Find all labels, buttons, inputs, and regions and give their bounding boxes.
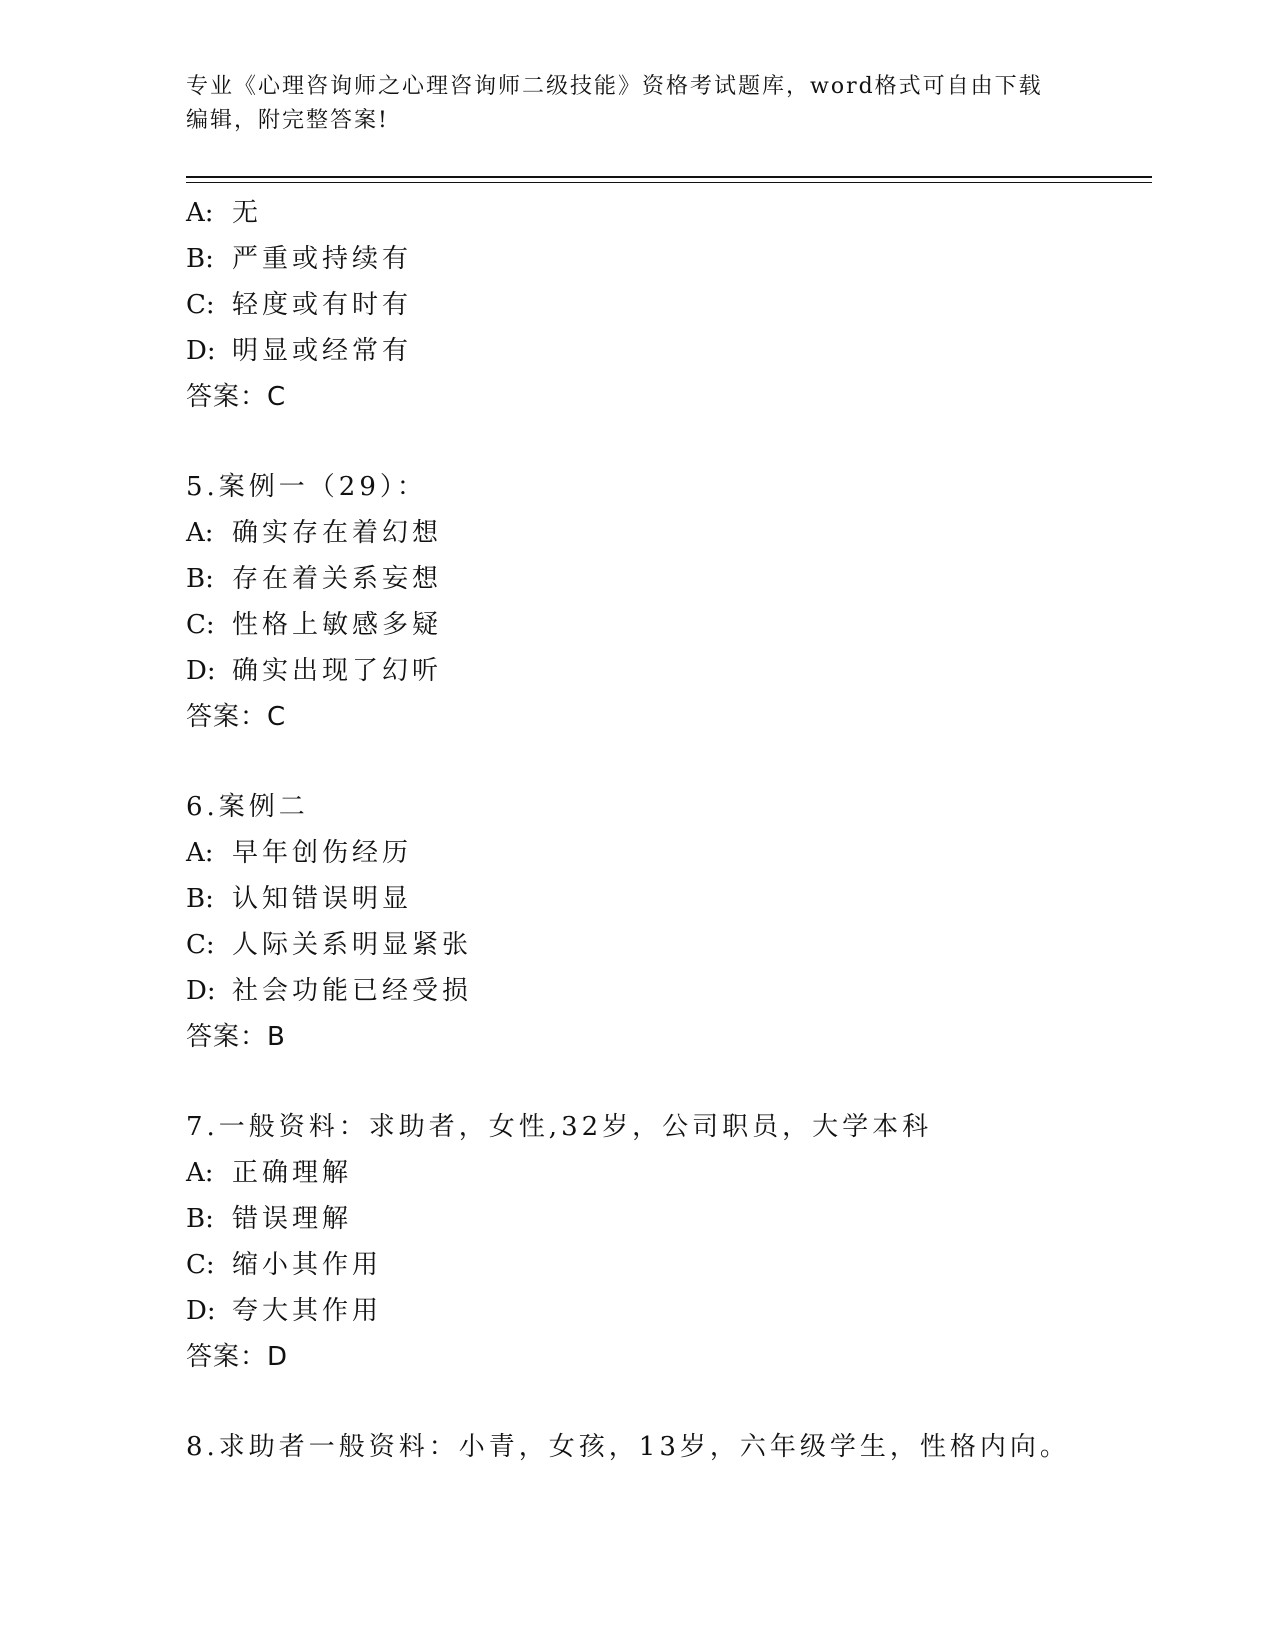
- option-d: [186, 648, 1152, 694]
- question-block: [186, 190, 1152, 420]
- option-c: [186, 922, 1152, 968]
- option-b: [186, 556, 1152, 602]
- option-letter: A:: [186, 838, 214, 868]
- option-text: 早年创伤经历: [232, 838, 413, 868]
- option-text: 认知错误明显: [232, 884, 413, 914]
- option-letter: D:: [186, 976, 216, 1006]
- answer-line: 答案：D: [186, 1342, 289, 1372]
- question-block: [186, 1104, 1152, 1380]
- option-letter: B:: [186, 564, 214, 594]
- answer-line: 答案：C: [186, 702, 287, 732]
- option-d: [186, 1288, 1152, 1334]
- option-text: 轻度或有时有: [232, 290, 413, 320]
- option-a: [186, 1150, 1152, 1196]
- option-text: 存在着关系妄想: [232, 564, 443, 594]
- option-b: [186, 236, 1152, 282]
- question-list: [186, 190, 1152, 1470]
- question-text: 5.案例一（29）：: [186, 472, 427, 502]
- option-letter: B:: [186, 884, 214, 914]
- option-letter: C:: [186, 290, 215, 320]
- option-d: [186, 328, 1152, 374]
- option-c: [186, 602, 1152, 648]
- option-letter: D:: [186, 1296, 216, 1326]
- question-block: [186, 1424, 1152, 1470]
- header-rule-thin: [186, 182, 1152, 183]
- option-letter: B:: [186, 1204, 214, 1234]
- option-letter: A:: [186, 198, 214, 228]
- header-line-1: 专业《心理咨询师之心理咨询师二级技能》资格考试题库，word格式可自由下载: [186, 74, 1043, 99]
- option-text: 人际关系明显紧张: [232, 930, 473, 960]
- question-block: [186, 784, 1152, 1060]
- option-text: 无: [232, 198, 263, 228]
- option-text: 严重或持续有: [232, 244, 413, 274]
- option-text: 缩小其作用: [232, 1250, 383, 1280]
- option-text: 性格上敏感多疑: [232, 610, 443, 640]
- option-text: 夸大其作用: [232, 1296, 383, 1326]
- option-a: [186, 510, 1152, 556]
- option-text: 错误理解: [232, 1204, 353, 1234]
- option-letter: D:: [186, 336, 216, 366]
- option-letter: C:: [186, 1250, 215, 1280]
- option-d: [186, 968, 1152, 1014]
- option-text: 确实出现了幻听: [232, 656, 443, 686]
- option-c: [186, 1242, 1152, 1288]
- question-text: 6.案例二: [186, 792, 309, 822]
- option-text: 社会功能已经受损: [232, 976, 473, 1006]
- option-letter: A:: [186, 518, 214, 548]
- answer-line: 答案：C: [186, 382, 287, 412]
- answer-line: 答案：B: [186, 1022, 286, 1052]
- option-c: [186, 282, 1152, 328]
- option-letter: D:: [186, 656, 216, 686]
- option-letter: A:: [186, 1158, 214, 1188]
- question-block: [186, 464, 1152, 740]
- header-rule-thick: [186, 176, 1152, 178]
- question-text: 7.一般资料：求助者，女性,32岁，公司职员，大学本科: [186, 1112, 933, 1142]
- header-line-2: 编辑，附完整答案!: [186, 108, 389, 133]
- option-letter: C:: [186, 930, 215, 960]
- option-text: 明显或经常有: [232, 336, 413, 366]
- document-header: [186, 70, 1086, 138]
- option-letter: B:: [186, 244, 214, 274]
- question-text: 8.求助者一般资料：小青，女孩，13岁，六年级学生，性格内向。: [186, 1432, 1070, 1462]
- option-text: 正确理解: [232, 1158, 353, 1188]
- option-letter: C:: [186, 610, 215, 640]
- option-a: [186, 830, 1152, 876]
- option-a: [186, 190, 1152, 236]
- option-text: 确实存在着幻想: [232, 518, 443, 548]
- option-b: [186, 1196, 1152, 1242]
- option-b: [186, 876, 1152, 922]
